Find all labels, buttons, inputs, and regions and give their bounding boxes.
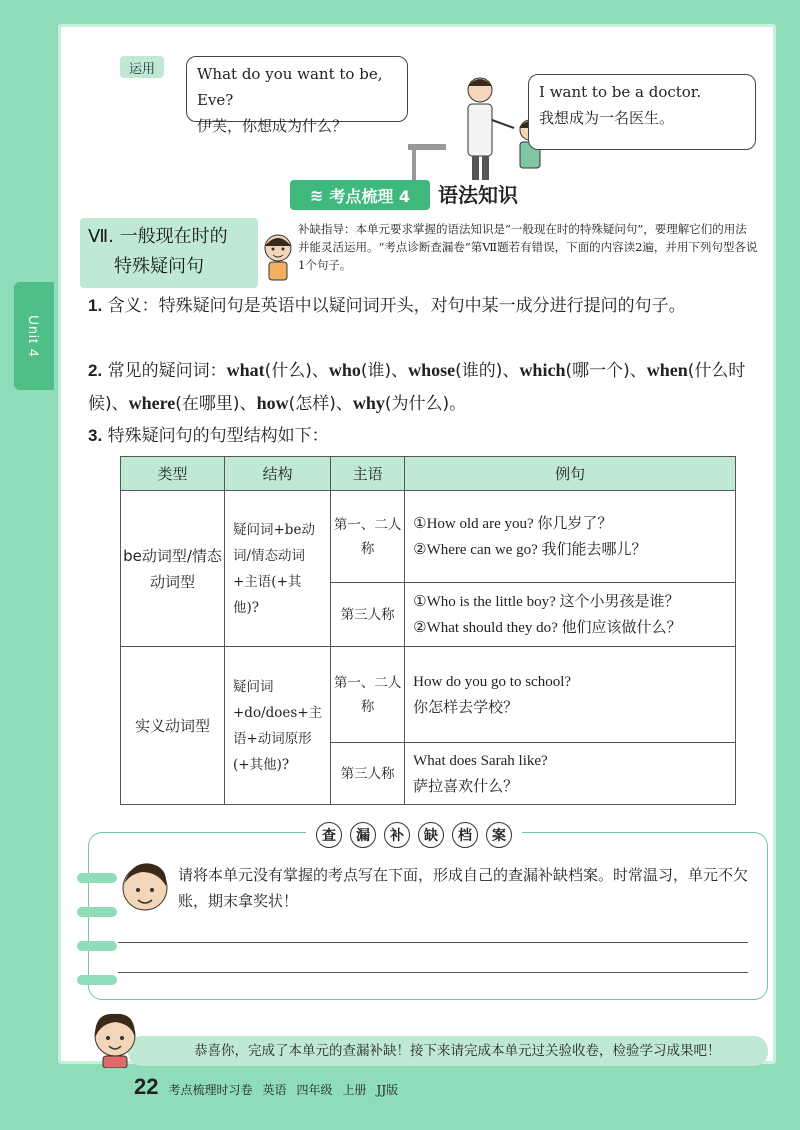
bubble-answer-en: I want to be a doctor. xyxy=(539,83,702,101)
bubble-question-zh: 伊芙，你想成为什么？ xyxy=(197,117,348,135)
example-cell xyxy=(405,491,736,583)
title-char: 缺 xyxy=(418,822,444,848)
topic-line-1: Ⅶ. 一般现在时的 xyxy=(88,226,228,247)
title-char: 查 xyxy=(316,822,342,848)
word-how-zh: (怎样) xyxy=(288,394,336,414)
footer-grade: 四年级 xyxy=(296,1083,333,1097)
table-row xyxy=(121,647,736,743)
structure-action-verb: 疑问词+do/does+主语+动词原形(+其他)? xyxy=(225,647,331,805)
point-2-number: 2. xyxy=(88,361,103,380)
point-3 xyxy=(88,420,758,452)
subject-first-second: 第一、二人称 xyxy=(331,647,405,743)
bubble-answer-zh: 我想成为一名医生。 xyxy=(539,109,675,127)
page xyxy=(58,24,776,1099)
example-line: ②What should they do? 他们应该做什么？ xyxy=(413,619,682,636)
grammar-table xyxy=(120,456,736,805)
point-3-number: 3. xyxy=(88,426,103,445)
word-where: where xyxy=(128,393,176,413)
topic-box xyxy=(80,218,258,288)
word-how: how xyxy=(256,393,289,413)
table-row xyxy=(121,491,736,583)
page-footer xyxy=(134,1074,398,1100)
binder-tab xyxy=(77,907,117,917)
header-example: 例句 xyxy=(405,457,736,491)
title-char: 补 xyxy=(384,822,410,848)
binder-tab xyxy=(77,975,117,985)
writing-line[interactable] xyxy=(118,942,748,943)
wave-icon: ≋ xyxy=(309,185,324,205)
binder-tab xyxy=(77,873,117,883)
header-type: 类型 xyxy=(121,457,225,491)
point-2-lead: 常见的疑问词： xyxy=(107,361,227,381)
subject-third: 第三人称 xyxy=(331,743,405,805)
boy-face-icon xyxy=(118,858,172,918)
word-what-zh: (什么) xyxy=(264,361,312,381)
point-1-text: 含义：特殊疑问句是英语中以疑问词开头，对句中某一成分进行提问的句子。 xyxy=(107,296,686,316)
example-cell xyxy=(405,743,736,805)
footer-volume: 上册 xyxy=(342,1083,367,1097)
subject-third: 第三人称 xyxy=(331,583,405,647)
word-who: who xyxy=(328,360,361,380)
check-instruction: 请将本单元没有掌握的考点写在下面，形成自己的查漏补缺档案。时常温习，单元不欠账，期末拿奖状！ xyxy=(178,866,749,910)
word-whose: whose xyxy=(408,360,456,380)
speech-bubble-answer xyxy=(528,74,756,150)
word-who-zh: (谁) xyxy=(360,361,392,381)
table-header-row xyxy=(121,457,736,491)
girl-avatar-icon xyxy=(88,1008,142,1068)
section-title: 语法知识 xyxy=(438,183,518,207)
word-why-zh: (为什么) xyxy=(384,394,450,414)
example-line: ①How old are you? 你几岁了？ xyxy=(413,515,613,532)
type-be-modal: be动词型/情态动词型 xyxy=(121,491,225,647)
word-where-zh: (在哪里) xyxy=(175,394,240,414)
footer-book: 考点梳理时习卷 xyxy=(168,1083,253,1097)
example-line: 萨拉喜欢什么？ xyxy=(413,778,519,795)
word-whose-zh: (谁的) xyxy=(455,361,503,381)
title-char: 档 xyxy=(452,822,478,848)
tip-text: 补缺指导：本单元要求掌握的语法知识是“一般现在时的特殊疑问句”，要理解它们的用法并能灵活运用。“考点诊断查漏卷”第Ⅶ题若有错误，下面的内容读2遍，并用下列句型各说1个句子。 xyxy=(298,222,758,272)
writing-line[interactable] xyxy=(118,972,748,973)
footer-subject: 英语 xyxy=(262,1083,287,1097)
check-record-box xyxy=(88,832,768,1000)
example-line: ②Where can we go? 我们能去哪儿？ xyxy=(413,541,647,558)
example-cell xyxy=(405,583,736,647)
header-structure: 结构 xyxy=(225,457,331,491)
topic-line-2: 特殊疑问句 xyxy=(114,256,204,277)
unit-tab xyxy=(14,282,54,390)
example-line: ①Who is the little boy? 这个小男孩是谁？ xyxy=(413,593,680,610)
page-number: 22 xyxy=(134,1074,159,1099)
word-which: which xyxy=(519,360,566,380)
section-badge xyxy=(290,180,430,210)
apply-label: 运用 xyxy=(120,56,164,78)
example-cell xyxy=(405,647,736,743)
congrats-bar: 恭喜你，完成了本单元的查漏补缺！接下来请完成本单元过关验收卷，检验学习成果吧！ xyxy=(128,1036,768,1066)
subject-first-second: 第一、二人称 xyxy=(331,491,405,583)
word-which-zh: (哪一个) xyxy=(565,361,630,381)
title-char: 案 xyxy=(486,822,512,848)
point-2: 2. 常见的疑问词：what(什么)、who(谁)、whose(谁的)、which(哪一个)、when(什么时候)、where(在哪里)、how(怎样)、why(为什么)。 xyxy=(88,360,746,414)
example-line: 你怎样去学校？ xyxy=(413,699,519,716)
speech-bubble-question xyxy=(186,56,408,135)
point-3-text: 特殊疑问句的句型结构如下： xyxy=(107,426,329,446)
word-when: when xyxy=(646,360,688,380)
teacher-student-illustration xyxy=(398,64,548,184)
example-line: What does Sarah like? xyxy=(413,752,548,769)
check-record-title xyxy=(306,820,522,850)
word-when-zh: (什么时候) xyxy=(88,361,746,414)
word-why: why xyxy=(352,393,385,413)
example-line: How do you go to school? xyxy=(413,673,572,690)
title-char: 漏 xyxy=(350,822,376,848)
binder-tab xyxy=(77,941,117,951)
point-1 xyxy=(88,290,758,322)
section-badge-text: 考点梳理 4 xyxy=(329,186,411,206)
unit-tab-label: Unit 4 xyxy=(26,314,42,358)
structure-be-modal: 疑问词+be动词/情态动词+主语(+其他)? xyxy=(225,491,331,647)
type-action-verb: 实义动词型 xyxy=(121,647,225,805)
word-what: what xyxy=(226,360,265,380)
footer-edition: JJ版 xyxy=(376,1083,399,1097)
bubble-question-en: What do you want to be, Eve? xyxy=(197,65,383,109)
header-subject: 主语 xyxy=(331,457,405,491)
point-1-number: 1. xyxy=(88,296,103,315)
boy-avatar-icon xyxy=(260,230,296,282)
